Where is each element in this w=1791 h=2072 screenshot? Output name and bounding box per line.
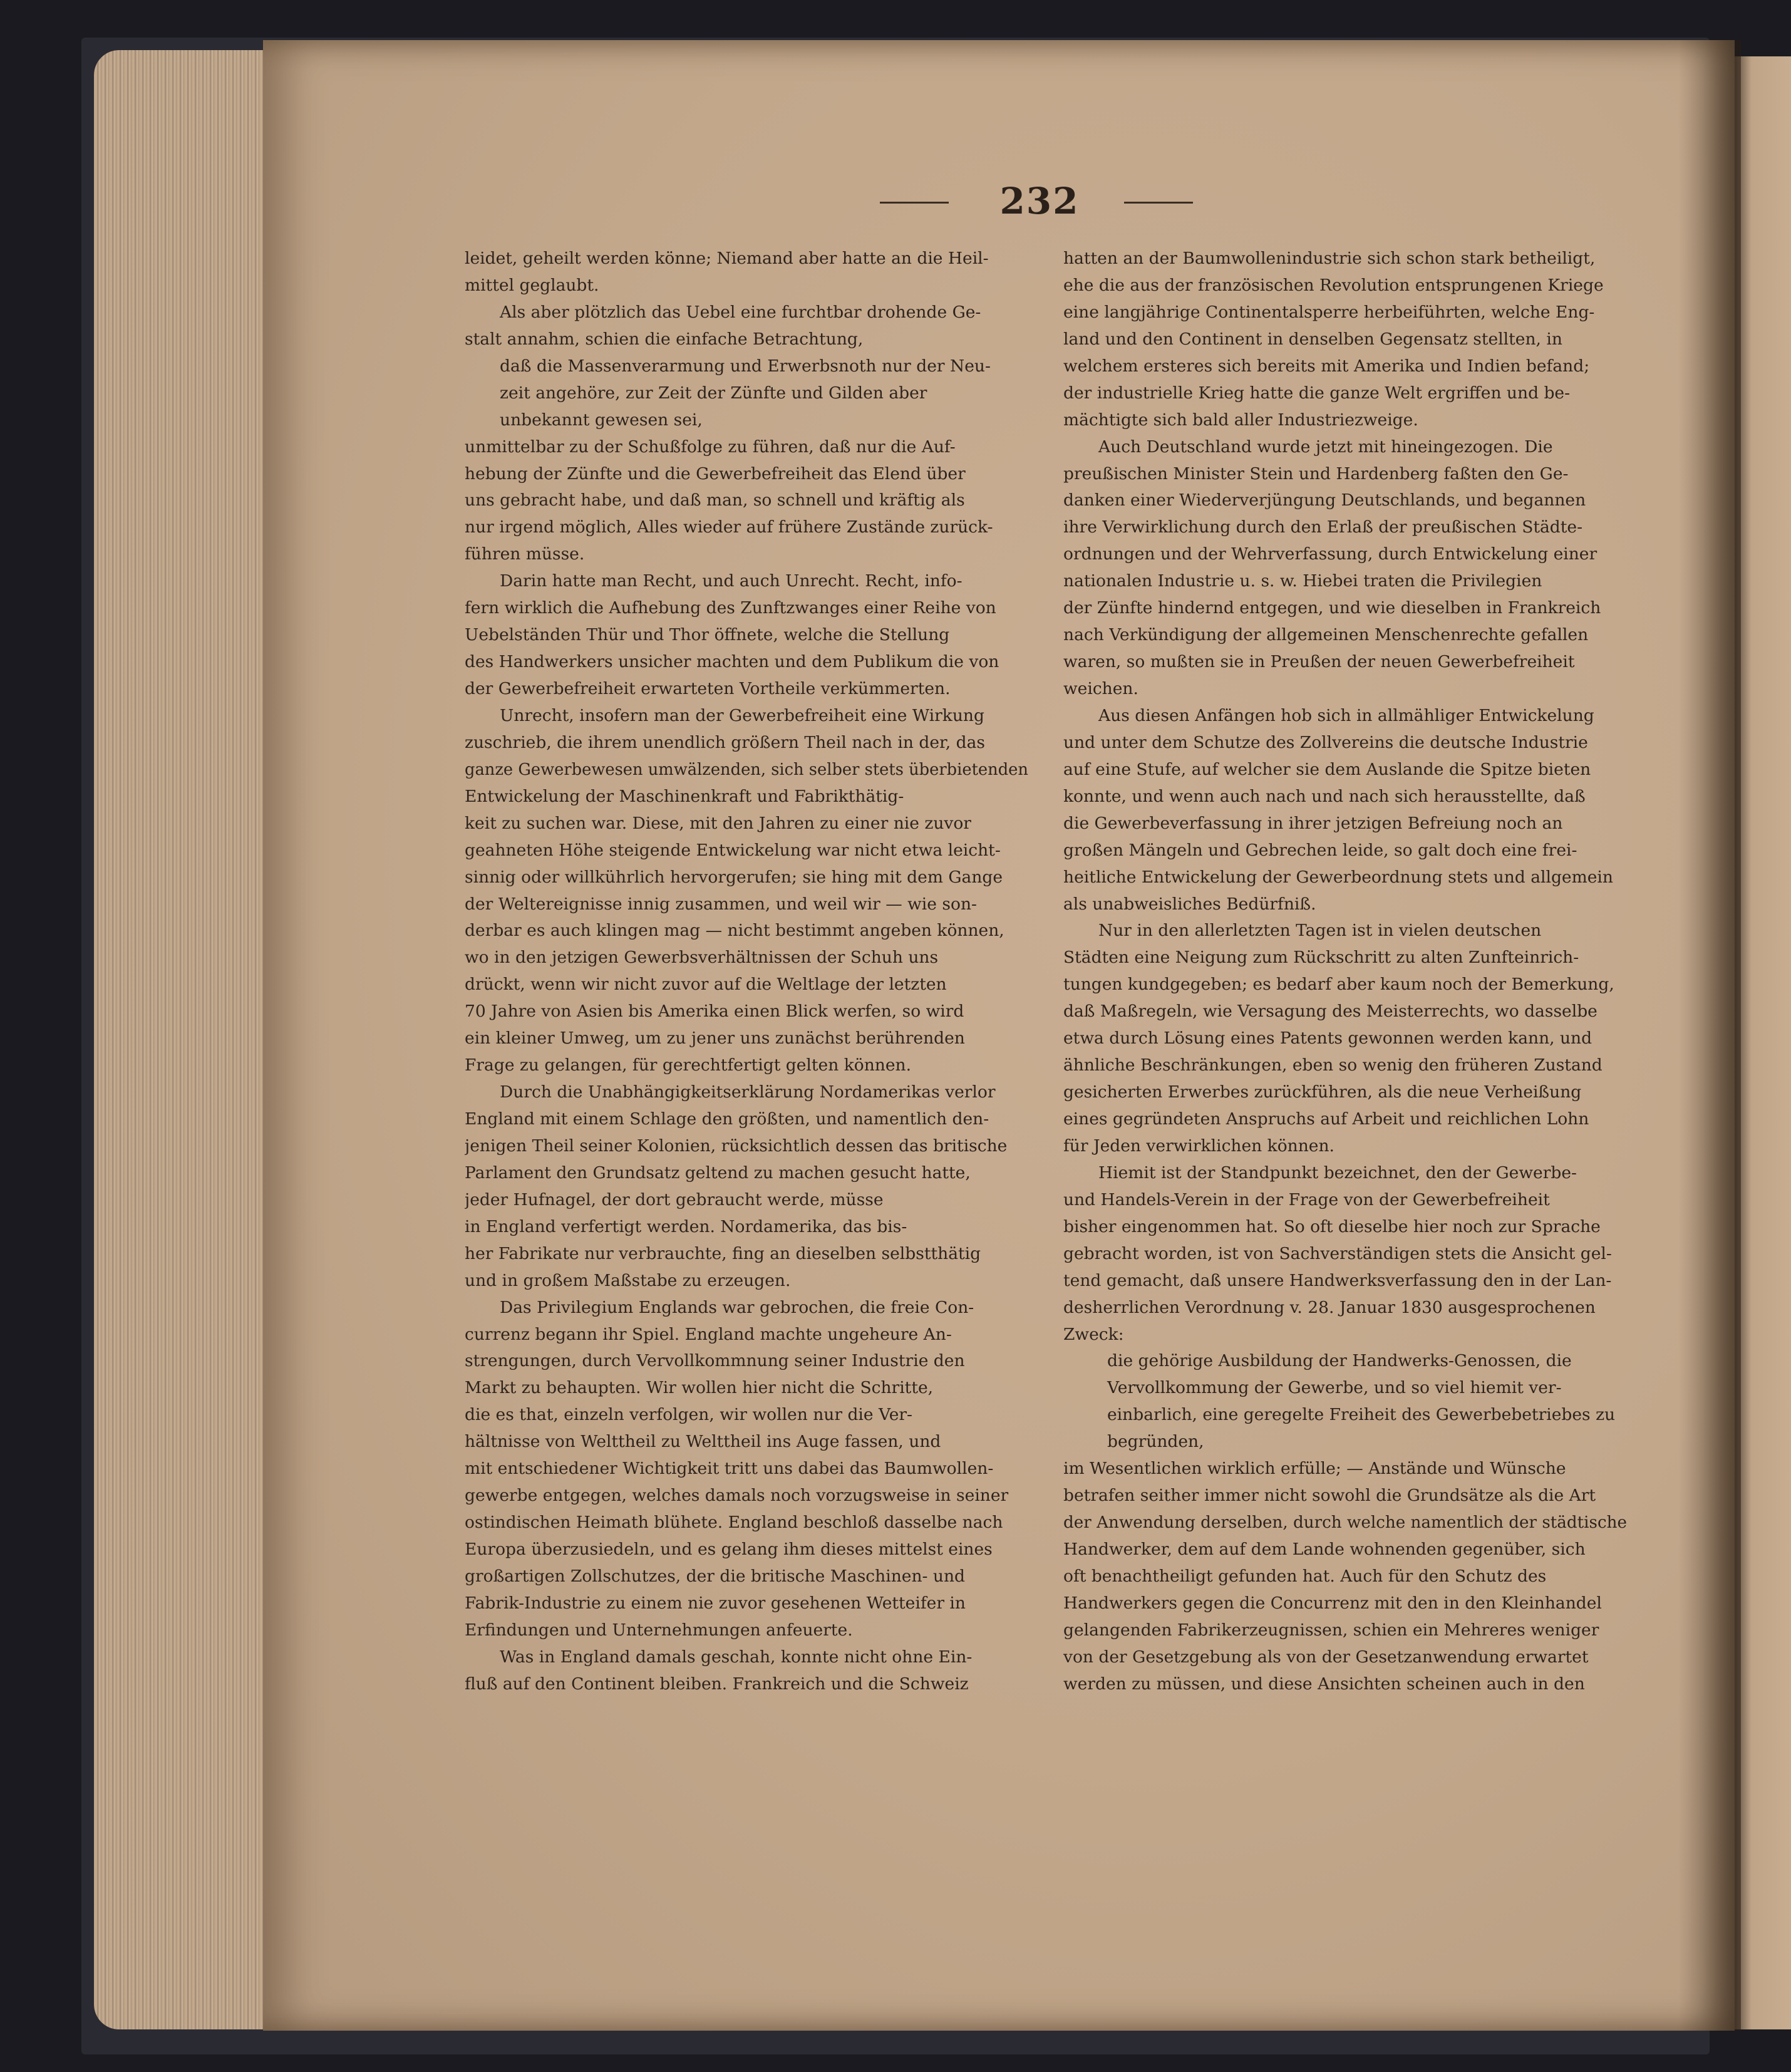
text-line: Entwickelung der Maschinenkraft und Fabrikthätig- — [465, 786, 904, 806]
text-line: auf eine Stufe, auf welcher sie dem Auslande die Spitze bieten — [1063, 759, 1591, 779]
text-line: ostindischen Heimath blühete. England beschloß dasselbe nach — [465, 1513, 1003, 1533]
text-line: daß die Massenverarmung und Erwerbsnoth nur der Neu- — [500, 356, 991, 376]
text-line: die Gewerbeverfassung in ihrer jetzigen Befreiung noch an — [1063, 813, 1563, 833]
text-line: strengungen, durch Vervollkommnung seiner Industrie den — [465, 1351, 965, 1371]
text-line: ein kleiner Umweg, um zu jener uns zunächst berührenden — [465, 1028, 965, 1049]
text-line: Parlament den Grundsatz geltend zu machen gesucht hatte, — [465, 1163, 971, 1183]
text-line: gesicherten Erwerbes zurückführen, als die neue Verheißung — [1063, 1082, 1582, 1102]
text-line: ähnliche Beschränkungen, eben so wenig den früheren Zustand — [1063, 1055, 1603, 1075]
text-line: drückt, wenn wir nicht zuvor auf die Weltlage der letzten — [465, 975, 947, 995]
text-line: zuschrieb, die ihrem unendlich größern Theil nach in der, das — [465, 732, 985, 752]
text-line: heitliche Entwickelung der Gewerbeordnung stets und allgemein — [1063, 867, 1613, 887]
text-line: Durch die Unabhängigkeitserklärung Nordamerikas verlor — [500, 1082, 996, 1102]
text-line: mittel geglaubt. — [465, 275, 599, 295]
text-line: etwa durch Lösung eines Patents gewonnen werden kann, und — [1063, 1028, 1592, 1049]
text-line: Städten eine Neigung zum Rückschritt zu alten Zunfteinrich- — [1063, 948, 1579, 968]
text-line: führen müsse. — [465, 544, 585, 564]
text-line: sinnig oder willkührlich hervorgerufen; sie hing mit dem Gange — [465, 867, 1003, 887]
text-line: hatten an der Baumwollenindustrie sich schon stark betheiligt, — [1063, 249, 1596, 268]
text-line: Aus diesen Anfängen hob sich in allmähliger Entwickelung — [1098, 705, 1594, 725]
text-line: preußischen Minister Stein und Hardenberg faßten den Ge- — [1063, 464, 1569, 484]
text-line: großartigen Zollschutzes, der die britische Maschinen- und — [465, 1566, 965, 1586]
text-line: Was in England damals geschah, konnte nicht ohne Ein- — [500, 1647, 973, 1667]
text-line: mächtigte sich bald aller Industriezweige. — [1063, 410, 1418, 430]
text-line: ordnungen und der Wehrverfassung, durch Entwickelung einer — [1063, 544, 1597, 564]
text-line: Handwerker, dem auf dem Lande wohnenden gegenüber, sich — [1063, 1540, 1586, 1559]
text-line: zeit angehöre, zur Zeit der Zünfte und Gilden aber — [500, 383, 927, 403]
text-line: eine langjährige Continentalsperre herbeiführten, welche Eng- — [1063, 302, 1595, 322]
text-line: derbar es auch klingen mag — nicht bestimmt angeben können, — [465, 921, 1004, 941]
text-line: begründen, — [1107, 1432, 1204, 1452]
text-line: gebracht worden, ist von Sachverständigen stets die Ansicht gel- — [1063, 1243, 1612, 1263]
text-line: stalt annahm, schien die einfache Betrachtung, — [465, 329, 864, 349]
page-header — [877, 179, 1202, 223]
text-line: ehe die aus der französischen Revolution entsprungenen Kriege — [1063, 275, 1604, 295]
text-line: als unabweisliches Bedürfniß. — [1063, 894, 1316, 914]
text-line: bisher eingenommen hat. So oft dieselbe hier noch zur Sprache — [1063, 1216, 1601, 1236]
text-line: keit zu suchen war. Diese, mit den Jahren zu einer nie zuvor — [465, 813, 971, 833]
page-number: 232 — [999, 180, 1080, 222]
text-line: currenz begann ihr Spiel. England machte ungeheure An- — [465, 1324, 952, 1344]
text-line: für Jeden verwirklichen können. — [1063, 1136, 1334, 1156]
text-line: einbarlich, eine geregelte Freiheit des Gewerbebetriebes zu — [1107, 1405, 1616, 1425]
text-line: uns gebracht habe, und daß man, so schnell und kräftig als — [465, 490, 965, 510]
text-line: Auch Deutschland wurde jetzt mit hineingezogen. Die — [1098, 437, 1553, 457]
text-line: Als aber plötzlich das Uebel eine furchtbar drohende Ge- — [500, 302, 981, 322]
gutter-shadow — [1678, 40, 1741, 2031]
text-line: welchem ersteres sich bereits mit Amerika und Indien befand; — [1063, 356, 1590, 376]
text-line: von der Gesetzgebung als von der Gesetzanwendung erwartet — [1063, 1647, 1589, 1667]
text-line: Darin hatte man Recht, und auch Unrecht. Recht, info- — [500, 571, 963, 591]
text-line: der Zünfte hindernd entgegen, und wie dieselben in Frankreich — [1063, 598, 1601, 618]
text-line: jeder Hufnagel, der dort gebraucht werde, müsse — [465, 1189, 884, 1210]
text-line: her Fabrikate nur verbrauchte, fing an dieselben selbstthätig — [465, 1243, 981, 1263]
text-line: großen Mängeln und Gebrechen leide, so galt doch eine frei- — [1063, 840, 1577, 860]
text-line: land und den Continent in denselben Gegensatz stellten, in — [1063, 329, 1562, 349]
text-line: nach Verkündigung der allgemeinen Menschenrechte gefallen — [1063, 625, 1589, 645]
text-line: der industrielle Krieg hatte die ganze Welt ergriffen und be- — [1063, 383, 1571, 403]
text-line: die gehörige Ausbildung der Handwerks-Genossen, die — [1107, 1351, 1572, 1371]
text-line: Vervollkommung der Gewerbe, und so viel hiemit ver- — [1107, 1378, 1562, 1398]
text-line: geahneten Höhe steigende Entwickelung war nicht etwa leicht- — [465, 840, 1001, 860]
text-line: wo in den jetzigen Gewerbsverhältnissen der Schuh uns — [465, 948, 939, 968]
text-line: Nur in den allerletzten Tagen ist in vielen deutschen — [1098, 921, 1542, 941]
text-line: eines gegründeten Anspruchs auf Arbeit und reichlichen Lohn — [1063, 1109, 1589, 1129]
right-text-column — [1063, 246, 1627, 1698]
text-line: Europa überzusiedeln, und es gelang ihm dieses mittelst eines — [465, 1540, 993, 1559]
text-line: Das Privilegium Englands war gebrochen, die freie Con- — [500, 1297, 974, 1317]
text-line: weichen. — [1063, 679, 1138, 698]
text-line: Hiemit ist der Standpunkt bezeichnet, den der Gewerbe- — [1098, 1163, 1577, 1183]
text-line: Zweck: — [1063, 1324, 1124, 1344]
text-line: ganze Gewerbewesen umwälzenden, sich selber stets überbietenden — [465, 759, 1028, 779]
text-line: des Handwerkers unsicher machten und dem Publikum die von — [465, 652, 999, 672]
text-line: fern wirklich die Aufhebung des Zunftzwanges einer Reihe von — [465, 598, 996, 618]
text-line: der Gewerbefreiheit erwarteten Vortheile verkümmerten. — [465, 679, 951, 698]
text-line: unmittelbar zu der Schußfolge zu führen, daß nur die Auf- — [465, 437, 956, 457]
text-line: der Weltereignisse innig zusammen, und weil wir — wie son- — [465, 894, 977, 914]
text-line: oft benachtheiligt gefunden hat. Auch für den Schutz des — [1063, 1566, 1547, 1586]
left-text-column — [465, 246, 1028, 1698]
text-line: 70 Jahre von Asien bis Amerika einen Blick werfen, so wird — [465, 1002, 964, 1022]
text-line: Fabrik-Industrie zu einem nie zuvor gesehenen Wetteifer in — [465, 1593, 966, 1613]
text-line: der Anwendung derselben, durch welche namentlich der städtische — [1063, 1513, 1628, 1533]
text-line: hebung der Zünfte und die Gewerbefreiheit das Elend über — [465, 464, 966, 484]
text-line: Erfindungen und Unternehmungen anfeuerte. — [465, 1620, 853, 1640]
text-line: betrafen seither immer nicht sowohl die Grundsätze als die Art — [1063, 1486, 1596, 1506]
text-line: in England verfertigt werden. Nordamerika, das bis- — [465, 1216, 907, 1236]
text-line: Markt zu behaupten. Wir wollen hier nicht die Schritte, — [465, 1378, 934, 1398]
text-line: daß Maßregeln, wie Versagung des Meisterrechts, wo dasselbe — [1063, 1002, 1597, 1022]
text-line: desherrlichen Verordnung v. 28. Januar 1830 ausgesprochenen — [1063, 1297, 1596, 1317]
text-line: jenigen Theil seiner Kolonien, rücksichtlich dessen das britische — [465, 1136, 1008, 1156]
header-rule-right — [1124, 202, 1193, 204]
text-line: mit entschiedener Wichtigkeit tritt uns dabei das Baumwollen- — [465, 1459, 994, 1479]
text-line: tend gemacht, daß unsere Handwerksverfassung den in der Lan- — [1063, 1270, 1612, 1290]
text-line: leidet, geheilt werden könne; Niemand aber hatte an die Heil- — [465, 249, 989, 268]
text-line: Uebelständen Thür und Thor öffnete, welche die Stellung — [465, 625, 950, 645]
text-line: im Wesentlichen wirklich erfülle; — Anstände und Wünsche — [1063, 1459, 1566, 1479]
text-line: Frage zu gelangen, für gerechtfertigt gelten können. — [465, 1055, 912, 1075]
text-line: nur irgend möglich, Alles wieder auf frühere Zustände zurück- — [465, 517, 993, 537]
text-line: waren, so mußten sie in Preußen der neuen Gewerbefreiheit — [1063, 652, 1575, 672]
text-line: werden zu müssen, und diese Ansichten scheinen auch in den — [1063, 1674, 1585, 1694]
text-line: und in großem Maßstabe zu erzeugen. — [465, 1270, 791, 1290]
text-line: und unter dem Schutze des Zollvereins die deutsche Industrie — [1063, 732, 1588, 752]
text-line: konnte, und wenn auch nach und nach sich herausstellte, daß — [1063, 786, 1586, 806]
text-line: nationalen Industrie u. s. w. Hiebei traten die Privilegien — [1063, 571, 1542, 591]
text-line: unbekannt gewesen sei, — [500, 410, 703, 430]
next-page-edge — [1735, 56, 1791, 2029]
text-line: und Handels-Verein in der Frage von der Gewerbefreiheit — [1063, 1189, 1550, 1210]
text-line: gelangenden Fabrikerzeugnissen, schien ein Mehreres weniger — [1063, 1620, 1599, 1640]
text-line: danken einer Wiederverjüngung Deutschlands, und begannen — [1063, 490, 1586, 510]
text-line: hältnisse von Welttheil zu Welttheil ins Auge fassen, und — [465, 1432, 941, 1452]
text-line: England mit einem Schlage den größten, und namentlich den- — [465, 1109, 989, 1129]
text-line: gewerbe entgegen, welches damals noch vorzugsweise in seiner — [465, 1486, 1009, 1506]
text-line: die es that, einzeln verfolgen, wir wollen nur die Ver- — [465, 1405, 913, 1425]
text-line: Unrecht, insofern man der Gewerbefreiheit eine Wirkung — [500, 705, 984, 725]
text-line: tungen kundgegeben; es bedarf aber kaum noch der Bemerkung, — [1063, 975, 1614, 995]
text-line: ihre Verwirklichung durch den Erlaß der preußischen Städte- — [1063, 517, 1583, 537]
text-line: Handwerkers gegen die Concurrenz mit den in den Kleinhandel — [1063, 1593, 1602, 1613]
text-line: fluß auf den Continent bleiben. Frankreich und die Schweiz — [465, 1674, 969, 1694]
